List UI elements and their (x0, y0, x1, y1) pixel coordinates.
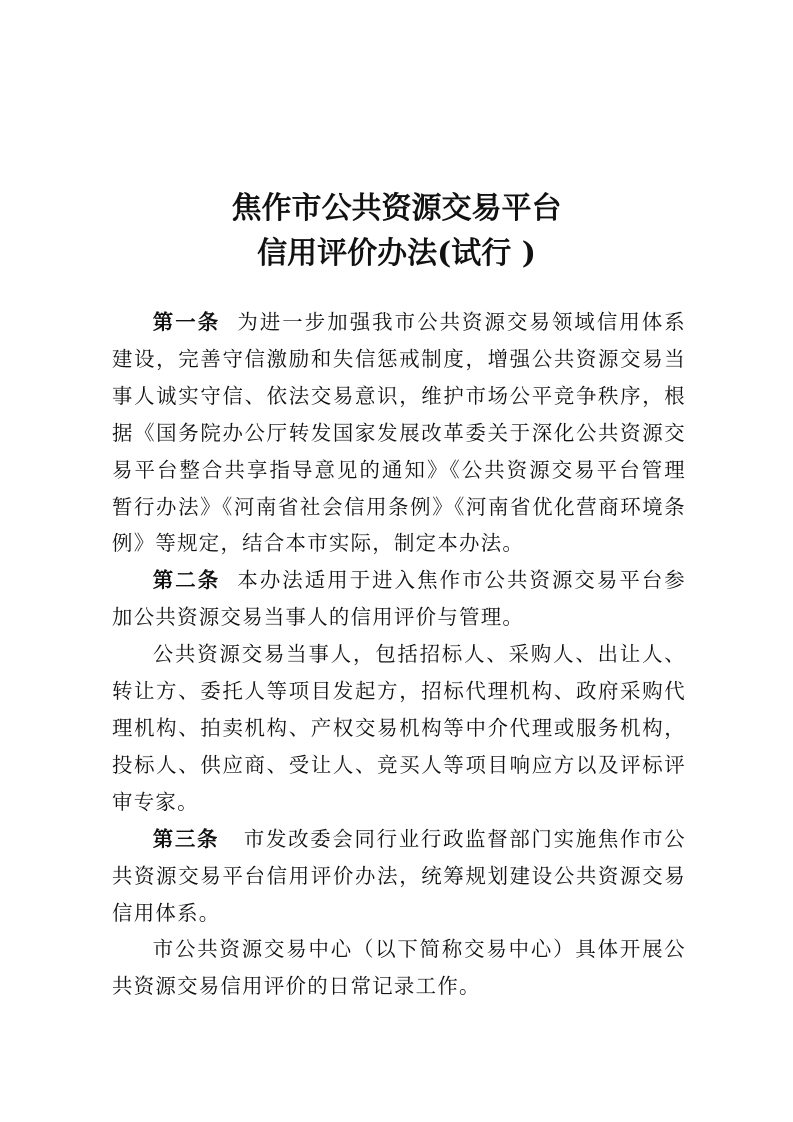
article-2-paragraph (112, 562, 686, 636)
article-3-paragraph (112, 821, 686, 932)
article-3-text: 市发改委会同行业行政监督部门实施焦作市公共资源交易平台信用评价办法，统筹规划建设公共资源交易信用体系。 (112, 826, 686, 925)
article-3-heading: 第三条 (152, 826, 220, 851)
article-2-text: 本办法适用于进入焦作市公共资源交易平台参加公共资源交易当事人的信用评价与管理。 (112, 568, 686, 630)
article-3-center-paragraph (112, 931, 686, 1005)
article-1-heading: 第一条 (152, 310, 221, 334)
article-2-parties-paragraph (112, 636, 686, 821)
title-line-2: 信用评价办法(试行 ) (257, 236, 536, 271)
article-1-text: 为进一步加强我市公共资源交易领域信用体系建设，完善守信激励和失信惩戒制度，增强公共资源交易当事人诚实守信、依法交易意识，维护市场公平竞争秩序，根据《国务院办公厅转发国家发展改革委关于深化公共资源交易平台整合共享指导意见的通知》《公共资源交易平台管理暂行办法》《河南省社会信用条例》《河南省优化营商环境条例》等规定，结合本市实际，制定本办法。 (112, 310, 686, 556)
document-body (112, 304, 686, 1005)
article-2-parties-text: 公共资源交易当事人，包括招标人、采购人、出让人、转让方、委托人等项目发起方，招标代理机构、政府采购代理机构、拍卖机构、产权交易机构等中介代理或服务机构，投标人、供应商、受让人、竞买人等项目响应方以及评标评审专家。 (112, 642, 686, 814)
article-3-center-text: 市公共资源交易中心（以下简称交易中心）具体开展公共资源交易信用评价的日常记录工作。 (112, 937, 686, 999)
page-title (0, 186, 793, 276)
article-1-paragraph (112, 304, 686, 562)
title-line-1: 焦作市公共资源交易平台 (231, 191, 562, 226)
article-2-heading: 第二条 (152, 568, 221, 593)
